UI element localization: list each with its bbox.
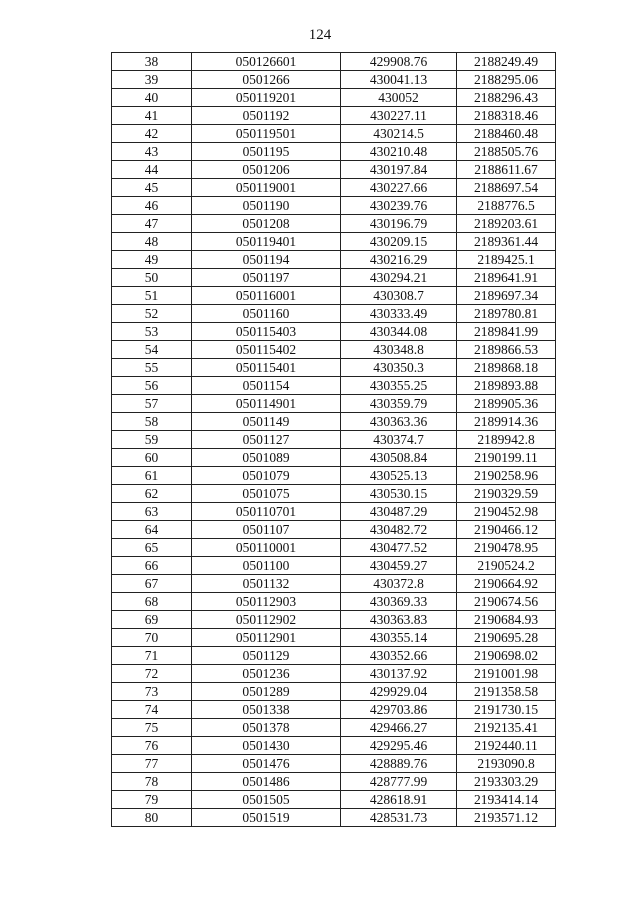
row-number-cell: 44: [112, 161, 192, 179]
point-code-cell: 0501505: [192, 791, 341, 809]
row-number-cell: 56: [112, 377, 192, 395]
y-coordinate-cell: 2189361.44: [457, 233, 556, 251]
y-coordinate-cell: 2193303.29: [457, 773, 556, 791]
y-coordinate-cell: 2189866.53: [457, 341, 556, 359]
x-coordinate-cell: 430196.79: [341, 215, 457, 233]
table-row: [112, 233, 556, 251]
coordinates-table-body: [112, 53, 556, 827]
x-coordinate-cell: 430530.15: [341, 485, 457, 503]
y-coordinate-cell: 2188505.76: [457, 143, 556, 161]
table-row: [112, 395, 556, 413]
y-coordinate-cell: 2190684.93: [457, 611, 556, 629]
x-coordinate-cell: 430294.21: [341, 269, 457, 287]
y-coordinate-cell: 2193414.14: [457, 791, 556, 809]
row-number-cell: 71: [112, 647, 192, 665]
table-row: [112, 323, 556, 341]
point-code-cell: 0501129: [192, 647, 341, 665]
table-row: [112, 503, 556, 521]
y-coordinate-cell: 2189905.36: [457, 395, 556, 413]
y-coordinate-cell: 2189868.18: [457, 359, 556, 377]
row-number-cell: 68: [112, 593, 192, 611]
row-number-cell: 58: [112, 413, 192, 431]
table-row: [112, 701, 556, 719]
y-coordinate-cell: 2190524.2: [457, 557, 556, 575]
x-coordinate-cell: 430210.48: [341, 143, 457, 161]
point-code-cell: 0501338: [192, 701, 341, 719]
x-coordinate-cell: 430137.92: [341, 665, 457, 683]
point-code-cell: 0501197: [192, 269, 341, 287]
y-coordinate-cell: 2189425.1: [457, 251, 556, 269]
x-coordinate-cell: 430372.8: [341, 575, 457, 593]
point-code-cell: 0501149: [192, 413, 341, 431]
table-row: [112, 197, 556, 215]
row-number-cell: 57: [112, 395, 192, 413]
x-coordinate-cell: 430355.14: [341, 629, 457, 647]
table-row: [112, 89, 556, 107]
row-number-cell: 61: [112, 467, 192, 485]
point-code-cell: 0501089: [192, 449, 341, 467]
row-number-cell: 66: [112, 557, 192, 575]
y-coordinate-cell: 2189641.91: [457, 269, 556, 287]
x-coordinate-cell: 430359.79: [341, 395, 457, 413]
point-code-cell: 0501107: [192, 521, 341, 539]
table-row: [112, 71, 556, 89]
point-code-cell: 050119001: [192, 179, 341, 197]
point-code-cell: 0501132: [192, 575, 341, 593]
row-number-cell: 51: [112, 287, 192, 305]
y-coordinate-cell: 2190199.11: [457, 449, 556, 467]
table-row: [112, 269, 556, 287]
row-number-cell: 42: [112, 125, 192, 143]
y-coordinate-cell: 2188296.43: [457, 89, 556, 107]
table-row: [112, 125, 556, 143]
table-row: [112, 647, 556, 665]
y-coordinate-cell: 2189203.61: [457, 215, 556, 233]
x-coordinate-cell: 428777.99: [341, 773, 457, 791]
table-row: [112, 539, 556, 557]
y-coordinate-cell: 2190674.56: [457, 593, 556, 611]
table-row: [112, 359, 556, 377]
y-coordinate-cell: 2190466.12: [457, 521, 556, 539]
table-row: [112, 377, 556, 395]
y-coordinate-cell: 2190258.96: [457, 467, 556, 485]
row-number-cell: 67: [112, 575, 192, 593]
x-coordinate-cell: 430369.33: [341, 593, 457, 611]
point-code-cell: 0501378: [192, 719, 341, 737]
x-coordinate-cell: 430348.8: [341, 341, 457, 359]
x-coordinate-cell: 430344.08: [341, 323, 457, 341]
y-coordinate-cell: 2193571.12: [457, 809, 556, 827]
point-code-cell: 0501430: [192, 737, 341, 755]
row-number-cell: 78: [112, 773, 192, 791]
point-code-cell: 0501519: [192, 809, 341, 827]
row-number-cell: 69: [112, 611, 192, 629]
y-coordinate-cell: 2188611.67: [457, 161, 556, 179]
point-code-cell: 050115401: [192, 359, 341, 377]
point-code-cell: 0501079: [192, 467, 341, 485]
x-coordinate-cell: 430227.66: [341, 179, 457, 197]
x-coordinate-cell: 430052: [341, 89, 457, 107]
y-coordinate-cell: 2188295.06: [457, 71, 556, 89]
point-code-cell: 0501289: [192, 683, 341, 701]
x-coordinate-cell: 428531.73: [341, 809, 457, 827]
x-coordinate-cell: 430477.52: [341, 539, 457, 557]
row-number-cell: 45: [112, 179, 192, 197]
row-number-cell: 46: [112, 197, 192, 215]
x-coordinate-cell: 430374.7: [341, 431, 457, 449]
row-number-cell: 41: [112, 107, 192, 125]
table-row: [112, 143, 556, 161]
y-coordinate-cell: 2189893.88: [457, 377, 556, 395]
y-coordinate-cell: 2188249.49: [457, 53, 556, 71]
row-number-cell: 43: [112, 143, 192, 161]
table-row: [112, 305, 556, 323]
table-row: [112, 467, 556, 485]
row-number-cell: 74: [112, 701, 192, 719]
y-coordinate-cell: 2190452.98: [457, 503, 556, 521]
x-coordinate-cell: 428889.76: [341, 755, 457, 773]
y-coordinate-cell: 2190329.59: [457, 485, 556, 503]
point-code-cell: 050116001: [192, 287, 341, 305]
x-coordinate-cell: 428618.91: [341, 791, 457, 809]
point-code-cell: 0501194: [192, 251, 341, 269]
x-coordinate-cell: 430214.5: [341, 125, 457, 143]
y-coordinate-cell: 2189780.81: [457, 305, 556, 323]
row-number-cell: 40: [112, 89, 192, 107]
y-coordinate-cell: 2189914.36: [457, 413, 556, 431]
y-coordinate-cell: 2193090.8: [457, 755, 556, 773]
row-number-cell: 50: [112, 269, 192, 287]
table-row: [112, 53, 556, 71]
y-coordinate-cell: 2190695.28: [457, 629, 556, 647]
y-coordinate-cell: 2188318.46: [457, 107, 556, 125]
row-number-cell: 49: [112, 251, 192, 269]
row-number-cell: 65: [112, 539, 192, 557]
x-coordinate-cell: 429908.76: [341, 53, 457, 71]
y-coordinate-cell: 2191358.58: [457, 683, 556, 701]
table-row: [112, 215, 556, 233]
y-coordinate-cell: 2190698.02: [457, 647, 556, 665]
row-number-cell: 54: [112, 341, 192, 359]
point-code-cell: 0501486: [192, 773, 341, 791]
row-number-cell: 72: [112, 665, 192, 683]
point-code-cell: 0501127: [192, 431, 341, 449]
table-row: [112, 809, 556, 827]
table-row: [112, 341, 556, 359]
point-code-cell: 050112903: [192, 593, 341, 611]
table-row: [112, 485, 556, 503]
y-coordinate-cell: 2189697.34: [457, 287, 556, 305]
row-number-cell: 70: [112, 629, 192, 647]
table-row: [112, 665, 556, 683]
row-number-cell: 38: [112, 53, 192, 71]
x-coordinate-cell: 429703.86: [341, 701, 457, 719]
y-coordinate-cell: 2190478.95: [457, 539, 556, 557]
point-code-cell: 0501192: [192, 107, 341, 125]
point-code-cell: 0501206: [192, 161, 341, 179]
x-coordinate-cell: 430209.15: [341, 233, 457, 251]
row-number-cell: 47: [112, 215, 192, 233]
table-row: [112, 557, 556, 575]
y-coordinate-cell: 2189942.8: [457, 431, 556, 449]
point-code-cell: 050114901: [192, 395, 341, 413]
row-number-cell: 52: [112, 305, 192, 323]
point-code-cell: 050115402: [192, 341, 341, 359]
point-code-cell: 050110001: [192, 539, 341, 557]
table-row: [112, 773, 556, 791]
row-number-cell: 55: [112, 359, 192, 377]
point-code-cell: 050119201: [192, 89, 341, 107]
row-number-cell: 53: [112, 323, 192, 341]
row-number-cell: 73: [112, 683, 192, 701]
point-code-cell: 0501154: [192, 377, 341, 395]
row-number-cell: 48: [112, 233, 192, 251]
x-coordinate-cell: 430227.11: [341, 107, 457, 125]
x-coordinate-cell: 430355.25: [341, 377, 457, 395]
point-code-cell: 050126601: [192, 53, 341, 71]
x-coordinate-cell: 430459.27: [341, 557, 457, 575]
x-coordinate-cell: 430363.36: [341, 413, 457, 431]
point-code-cell: 0501476: [192, 755, 341, 773]
point-code-cell: 0501100: [192, 557, 341, 575]
point-code-cell: 0501236: [192, 665, 341, 683]
x-coordinate-cell: 429466.27: [341, 719, 457, 737]
row-number-cell: 39: [112, 71, 192, 89]
x-coordinate-cell: 430487.29: [341, 503, 457, 521]
x-coordinate-cell: 430352.66: [341, 647, 457, 665]
point-code-cell: 0501195: [192, 143, 341, 161]
point-code-cell: 0501160: [192, 305, 341, 323]
table-row: [112, 593, 556, 611]
table-row: [112, 629, 556, 647]
point-code-cell: 050115403: [192, 323, 341, 341]
x-coordinate-cell: 430482.72: [341, 521, 457, 539]
y-coordinate-cell: 2188697.54: [457, 179, 556, 197]
row-number-cell: 77: [112, 755, 192, 773]
row-number-cell: 76: [112, 737, 192, 755]
x-coordinate-cell: 430197.84: [341, 161, 457, 179]
point-code-cell: 050112902: [192, 611, 341, 629]
table-row: [112, 737, 556, 755]
point-code-cell: 050119501: [192, 125, 341, 143]
y-coordinate-cell: 2190664.92: [457, 575, 556, 593]
row-number-cell: 79: [112, 791, 192, 809]
table-row: [112, 683, 556, 701]
x-coordinate-cell: 429295.46: [341, 737, 457, 755]
row-number-cell: 62: [112, 485, 192, 503]
row-number-cell: 80: [112, 809, 192, 827]
page-number: 124: [308, 27, 332, 43]
table-row: [112, 611, 556, 629]
x-coordinate-cell: 430041.13: [341, 71, 457, 89]
point-code-cell: 0501190: [192, 197, 341, 215]
y-coordinate-cell: 2189841.99: [457, 323, 556, 341]
table-row: [112, 791, 556, 809]
table-row: [112, 107, 556, 125]
table-row: [112, 719, 556, 737]
x-coordinate-cell: 430363.83: [341, 611, 457, 629]
y-coordinate-cell: 2191730.15: [457, 701, 556, 719]
point-code-cell: 0501075: [192, 485, 341, 503]
table-row: [112, 449, 556, 467]
x-coordinate-cell: 430525.13: [341, 467, 457, 485]
point-code-cell: 050112901: [192, 629, 341, 647]
x-coordinate-cell: 430308.7: [341, 287, 457, 305]
point-code-cell: 0501266: [192, 71, 341, 89]
x-coordinate-cell: 429929.04: [341, 683, 457, 701]
x-coordinate-cell: 430350.3: [341, 359, 457, 377]
point-code-cell: 050119401: [192, 233, 341, 251]
coordinates-table: [111, 52, 556, 827]
row-number-cell: 75: [112, 719, 192, 737]
point-code-cell: 050110701: [192, 503, 341, 521]
y-coordinate-cell: 2188460.48: [457, 125, 556, 143]
row-number-cell: 59: [112, 431, 192, 449]
x-coordinate-cell: 430508.84: [341, 449, 457, 467]
table-row: [112, 287, 556, 305]
y-coordinate-cell: 2188776.5: [457, 197, 556, 215]
y-coordinate-cell: 2192135.41: [457, 719, 556, 737]
y-coordinate-cell: 2191001.98: [457, 665, 556, 683]
table-row: [112, 179, 556, 197]
row-number-cell: 60: [112, 449, 192, 467]
row-number-cell: 63: [112, 503, 192, 521]
table-row: [112, 521, 556, 539]
table-row: [112, 161, 556, 179]
table-row: [112, 413, 556, 431]
x-coordinate-cell: 430333.49: [341, 305, 457, 323]
table-row: [112, 575, 556, 593]
x-coordinate-cell: 430239.76: [341, 197, 457, 215]
x-coordinate-cell: 430216.29: [341, 251, 457, 269]
table-row: [112, 251, 556, 269]
row-number-cell: 64: [112, 521, 192, 539]
table-row: [112, 755, 556, 773]
point-code-cell: 0501208: [192, 215, 341, 233]
y-coordinate-cell: 2192440.11: [457, 737, 556, 755]
table-row: [112, 431, 556, 449]
